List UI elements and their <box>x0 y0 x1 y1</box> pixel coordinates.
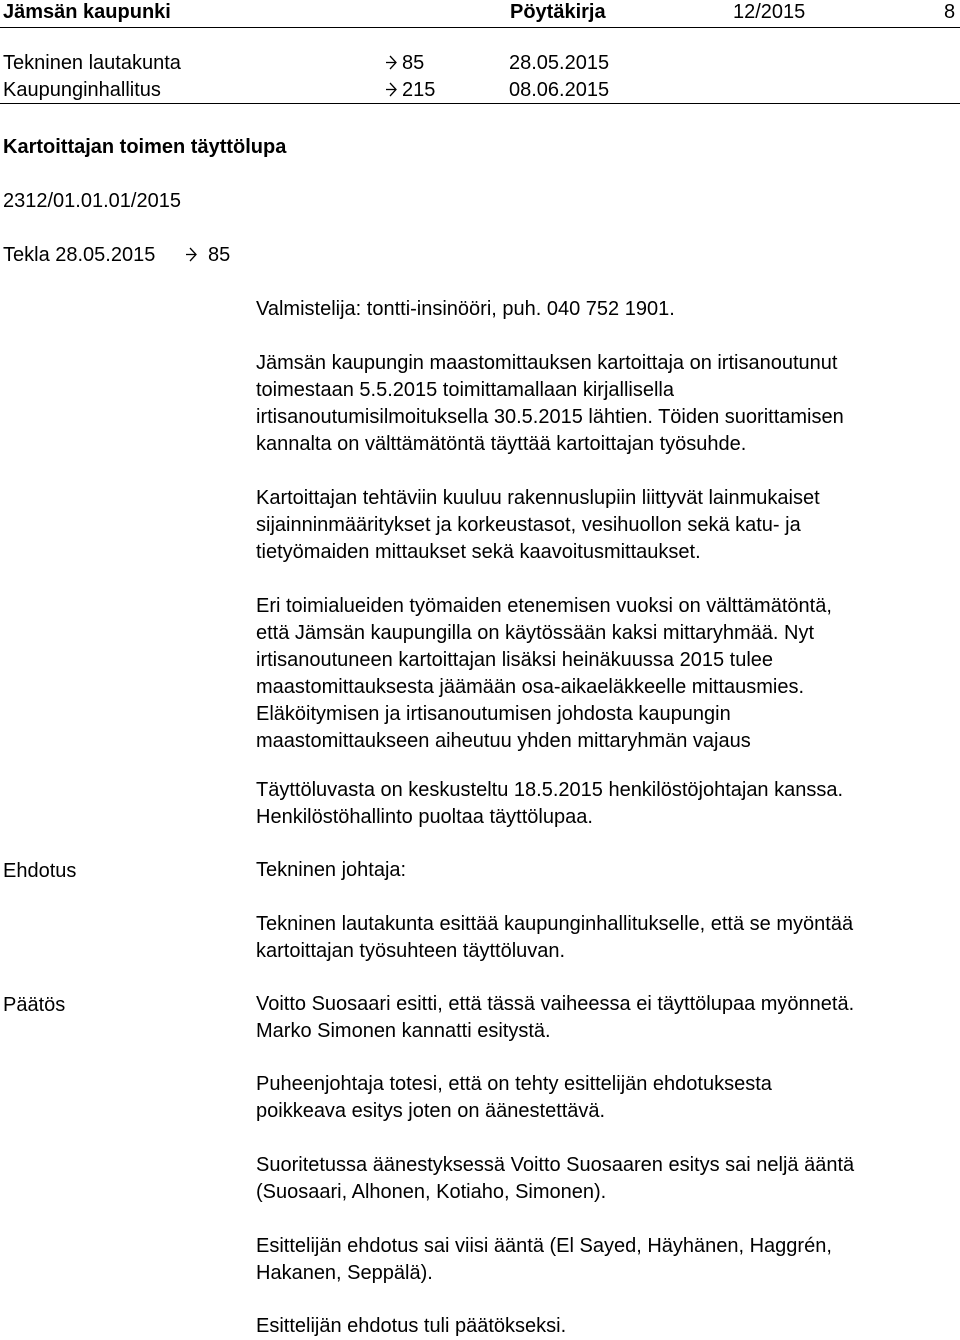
arrow-icon <box>386 82 398 97</box>
meeting-date-2: 08.06.2015 <box>509 79 610 101</box>
header-doc-number: 12/2015 <box>733 1 806 23</box>
text-line: Puheenjohtaja totesi, että on tehty esittelijän ehdotuksesta <box>256 1073 772 1095</box>
text-line: Kartoittajan tehtäviin kuuluu rakennuslupiin liittyvät lainmukaiset <box>256 487 820 509</box>
prior-handling-section: 85 <box>208 244 231 266</box>
text-line: irtisanoutumisilmoituksella 30.5.2015 lähtien. Töiden suorittamisen <box>256 406 844 428</box>
text-line: tietyömaiden mittaukset sekä kaavoitusmittaukset. <box>256 541 701 563</box>
header-divider <box>0 27 960 28</box>
arrow-icon <box>186 247 198 262</box>
text-line: Täyttöluvasta on keskusteltu 18.5.2015 henkilöstöjohtajan kanssa. <box>256 779 844 801</box>
page-title: Kartoittajan toimen täyttölupa <box>3 136 287 158</box>
paragraph-justification <box>256 593 956 755</box>
header-org: Jämsän kaupunki <box>3 1 171 23</box>
meeting-section-2: 215 <box>402 79 436 101</box>
text-line: Tekninen lautakunta esittää kaupunginhallitukselle, että se myöntää <box>256 913 854 935</box>
text-line: Eläköitymisen ja irtisanoutumisen johdosta kaupungin <box>256 703 731 725</box>
text-line: (Suosaari, Alhonen, Kotiaho, Simonen). <box>256 1181 607 1203</box>
paragraph-duties <box>256 485 956 566</box>
paragraph-resignation <box>256 350 956 458</box>
meeting-body-2: Kaupunginhallitus <box>3 79 161 101</box>
text-line: poikkeava esitys joten on äänestettävä. <box>256 1100 606 1122</box>
text-line: Esittelijän ehdotus sai viisi ääntä (El Sayed, Häyhänen, Haggrén, <box>256 1235 832 1257</box>
header-page-number: 8 <box>944 1 956 23</box>
meeting-body-1: Tekninen lautakunta <box>3 52 181 74</box>
text-line: Eri toimialueiden työmaiden etenemisen vuoksi on välttämätöntä, <box>256 595 832 617</box>
meeting-section-1: 85 <box>402 52 425 74</box>
decision-vote-required <box>256 1071 956 1125</box>
text-line: Valmistelija: tontti-insinööri, puh. 040 752 1901. <box>256 298 675 320</box>
decision-vote-result-a <box>256 1152 956 1206</box>
text-line: Suoritetussa äänestyksessä Voitto Suosaaren esitys sai neljä ääntä <box>256 1154 855 1176</box>
text-line: kannalta on välttämätöntä täyttää kartoittajan työsuhde. <box>256 433 747 455</box>
text-line: maastomittauksesta jäämään osa-aikaeläkkeelle mittausmies. <box>256 676 805 698</box>
text-line: sijainninmääritykset ja korkeustasot, vesihuollon sekä katu- ja <box>256 514 801 536</box>
diary-number: 2312/01.01.01/2015 <box>3 190 181 212</box>
decision-label: Päätös <box>3 994 66 1016</box>
proposal-presenter <box>256 857 956 884</box>
text-line: että Jämsän kaupungilla on käytössään kaksi mittaryhmää. Nyt <box>256 622 815 644</box>
meeting-date-1: 28.05.2015 <box>509 52 610 74</box>
text-line: toimestaan 5.5.2015 toimittamallaan kirjallisella <box>256 379 674 401</box>
text-line: irtisanoutuneen kartoittajan lisäksi heinäkuussa 2015 tulee <box>256 649 774 671</box>
header-doc-type: Pöytäkirja <box>510 1 606 23</box>
text-line: Henkilöstöhallinto puoltaa täyttölupaa. <box>256 806 593 828</box>
prior-handling: Tekla 28.05.2015 <box>3 244 156 266</box>
text-line: Tekninen johtaja: <box>256 859 407 881</box>
decision-counterproposal <box>256 991 956 1045</box>
text-line: Marko Simonen kannatti esitystä. <box>256 1020 551 1042</box>
meetings-divider <box>0 103 960 104</box>
preparer-line <box>256 296 956 323</box>
decision-vote-result-b <box>256 1233 956 1287</box>
proposal-label: Ehdotus <box>3 860 77 882</box>
text-line: Hakanen, Seppälä). <box>256 1262 433 1284</box>
text-line: Esittelijän ehdotus tuli päätökseksi. <box>256 1315 567 1337</box>
arrow-icon <box>386 55 398 70</box>
decision-final <box>256 1313 956 1340</box>
proposal-text <box>256 911 956 965</box>
text-line: kartoittajan työsuhteen täyttöluvan. <box>256 940 566 962</box>
text-line: maastomittaukseen aiheutuu yhden mittaryhmän vajaus <box>256 730 751 752</box>
text-line: Voitto Suosaari esitti, että tässä vaiheessa ei täyttölupaa myönnetä. <box>256 993 855 1015</box>
paragraph-hr-statement <box>256 777 956 831</box>
text-line: Jämsän kaupungin maastomittauksen kartoittaja on irtisanoutunut <box>256 352 838 374</box>
